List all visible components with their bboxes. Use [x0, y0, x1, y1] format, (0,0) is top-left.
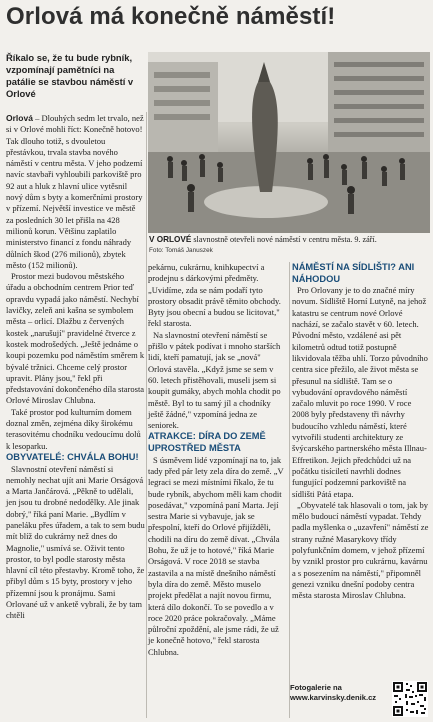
article-column-3	[292, 262, 430, 602]
town-square-photo	[148, 52, 430, 233]
paragraph: Také prostor pod kulturním domem doznal změn, zejména díky širokému terasovitému chodníku vedoucímu dolů k lesoparku.	[6, 406, 141, 451]
paragraph: Slavnostní otevření náměstí si nemohly nechat ujít ani Marie Orságová a Marta Jančárová. „Pěkně to udělali, jen jsou tu drobné nedodělky. Ale jinak dobrý," říká paní Marie. „Bydlím v paneláku přes úřadem, a tak to sem budu mít blíž do cukrárny než dnes do Magnolie," usmívá se. Oživit tento prostor, to byl podle starosty města hlavní cíl této přestavby. Kromě toho, že přibyl dům s 15 byty, prostory v jeho přízemní jsou k pronájmu. Sami Orlované už v anketě vybrali, že by tam chtěli	[6, 463, 145, 621]
paragraph: Pro Orlovany je to do značné míry novum. Sídliště Horní Lutyně, na jehož katastru se centrum nové Orlové nachází, se začalo stavět v 60. letech. Původní město, vzdálené asi pět kilometrů odtud totiž postupně likvidovala těžba uhlí. Torzo původního centra sice přežilo, ale život města se přesunul na sídliště. Tam se o vybudování opravdového náměstí začalo mluvit po roce 1990. V roce 2008 byly představeny tři návrhy budoucího vzhledu náměstí, které vytvořili studenti architektury ze švýcarského partnerského města Illnau-Effretikon. Jejich předchůdci už na počátku tisíciletí navrhli dodnes fungující podzemní parkoviště na sídlišti Pátá etapa.	[292, 285, 428, 499]
gallery-link[interactable]: www.karvinsky.denik.cz	[290, 693, 377, 702]
headline: Orlová má konečně náměstí!	[6, 3, 336, 30]
column-divider	[146, 112, 147, 718]
paragraph: pekárnu, cukrárnu, knihkupectví a prodejnu s dárkovými předměty. „Uvidíme, zda se nám podaří tyto prostory obsadit právě těmito obchody. Byty jsou obecní a budou se licitovat," řekl starosta.	[148, 262, 281, 329]
paragraph: Orlová – Dlouhých sedm let trvalo, než si v Orlové mohli říct: Konečně hotovo! Tak dlouho totiž, s dvouletou přestávkou, trvala stavba nového náměstí v centru města. V jeho podzemí navíc stavbaři vyhloubili parkoviště pro 92 aut a hluk z hlavní ulice vytěsnil nový dům s byty a komerčními prostory v přízemí. Největší investice ve městě za posledních 30 let přišla na 428 milionů korun. Většinu zaplatilo ministerstvo financí z fondu náhrady důlních škod (276 milionů), zbytek město (152 milionů).	[6, 113, 144, 270]
paragraph: Prostor mezi budovou městského úřadu a obchodním centrem Prior teď opravdu vypadá jako náměstí. Nechybí lavičky, zeleň ani kašna se symbolem města – orlicí. Dlažbu z červených kostek „narušují" pravidelné čtverce z kostek modrošedých. „Ještě jednáme o koupi pozemku pod náměstím směrem k bývalé tržnici. Chceme celý prostor upravit. Plány jsou," řekl při představování dokončeného díla starosta Orlové Miroslav Chlubna.	[6, 271, 145, 406]
column-divider	[289, 262, 290, 718]
paragraph: „Obyvatelé tak hlasovali o tom, jak by mělo budoucí náměstí vypadat. Tehdy padla myšlenka o „uzavření" náměstí ze strany ružné Masarykovy třídy polyfunkčním domem, v jehož přízemí by vznikl prostor pro cukrárnu, kavárnu a s posezením na náměstí," připomněl genezi vzniku dnešní podoby centra města starosta Miroslav Chlubna.	[292, 499, 429, 601]
photo-illustration	[148, 52, 430, 233]
paragraph: S úsměvem lidé vzpomínají na to, jak tady před pár lety zela díra do země. „V legraci se mezi místními říkalo, že tu bude rybník, abychom měli kam chodit posedávat," vzpomíná paní Marta. Její sestra Marie si vybavuje, jak se přespolní, kteří do Orlové přijížděli, chodili na díru do země dívat. „Chvála Bohu, že už je to hotové," říká Marie Orságová. V roce 2018 se stavba zastavila a na místě dnešního náměstí byla díra do země. Město muselo projekt předělat a najít novou firmu, která dílo dokončí. To se povedlo a v roce 2020 práce pokračovaly. „Máme půlroční zpoždění, ale jsme rádi, že už je konečně hotovo," řekl starosta Chlubna.	[148, 454, 284, 657]
subheading: ATRAKCE: DÍRA DO ZEMĚ UPROSTŘED MĚSTA	[148, 431, 266, 454]
paragraph: Na slavnostní otevření náměstí se přišlo v pátek podívat i mnoho starších lidí, kteří pamatují, jak se „nová" Orlová stavěla. „Když jsme se sem v 60. letech přistěhovali, museli jsem si koupit gumáky, abych mohla chodit po městě. Byl to tu samý jíl a chodníky ještě žádné," vzpomíná jedna ze seniorek.	[148, 329, 281, 431]
article-column-1	[6, 113, 145, 622]
subheading: NÁMĚSTÍ NA SÍDLIŠTI? ANI NÁHODOU	[292, 262, 415, 284]
photo-caption	[149, 235, 430, 256]
dateline: Orlová	[6, 113, 33, 123]
lead-paragraph: Říkalo se, že tu bude rybník, vzpomínají pamětníci na patálie se stavbou náměstí v Orlové	[6, 52, 134, 99]
article-column-2	[148, 262, 286, 658]
caption-label: V ORLOVÉ	[149, 235, 192, 244]
caption-text: slavnostně otevřeli nové náměstí v centru města. 9. září.	[191, 235, 377, 244]
subheading: OBYVATELÉ: CHVÁLA BOHU!	[6, 451, 139, 462]
qr-code-icon[interactable]	[392, 681, 428, 717]
photo-credit: Foto: Tomáš Januszek	[149, 247, 213, 255]
gallery-note: Fotogalerie na www.karvinsky.denik.cz	[290, 683, 377, 702]
